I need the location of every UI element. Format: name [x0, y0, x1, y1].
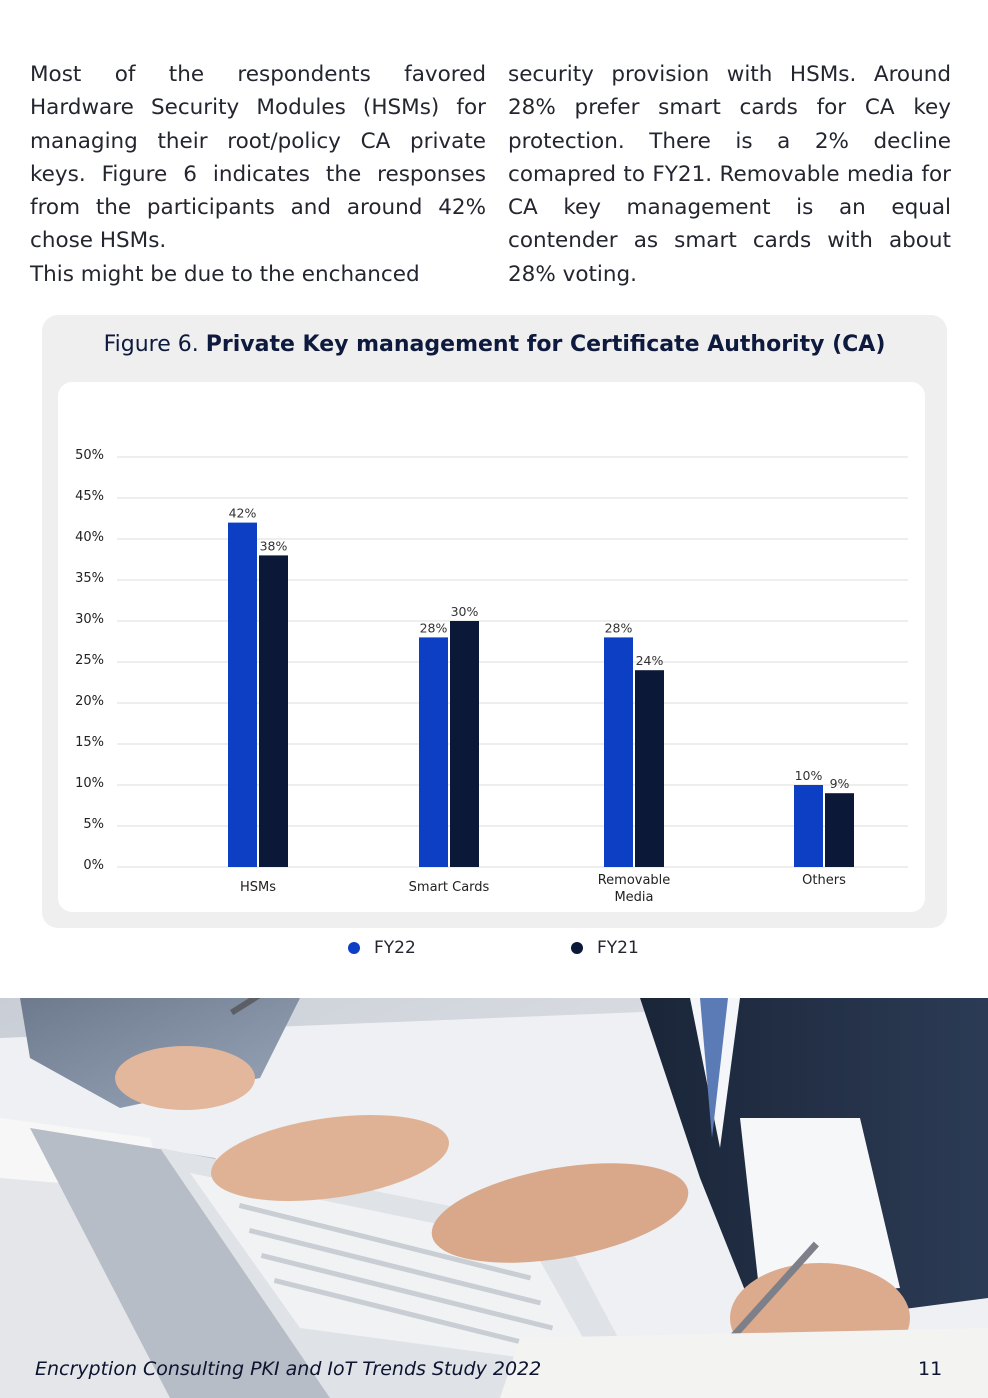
data-label: 9% [829, 776, 850, 792]
bar-fy22-smart-cards [419, 637, 448, 867]
data-label: 38% [259, 538, 288, 554]
chart-panel [58, 382, 925, 912]
footer-title: Encryption Consulting PKI and IoT Trends Study 2022 [35, 1358, 542, 1380]
figure-card [42, 315, 947, 928]
data-label: 24% [635, 653, 664, 669]
bar-fy22-hsms [228, 523, 257, 867]
legend-item-fy22 [348, 938, 416, 958]
y-tick-label: 0% [83, 858, 104, 873]
legend-dot-fy22 [348, 942, 360, 954]
legend-dot-fy21 [571, 942, 583, 954]
y-tick-labels [75, 448, 104, 873]
data-label: 28% [419, 620, 448, 636]
data-label: 28% [604, 620, 633, 636]
category-label: Smart Cards [408, 880, 490, 895]
y-tick-label: 30% [75, 612, 104, 627]
right-paragraph: security provision with HSMs. Around 28% prefer smart cards for CA key protection. There is a 2% decline comapred to FY21. Removable media for CA key management is an equal contender as smart cards with about 28% voting. [508, 62, 951, 287]
category-label: HSMs [239, 880, 277, 895]
bar-fy22-others [794, 785, 823, 867]
page-number: 11 [918, 1358, 943, 1380]
y-tick-label: 15% [75, 735, 104, 750]
y-tick-label: 10% [75, 776, 104, 791]
business-photo [0, 998, 988, 1398]
legend-label-fy21: FY21 [597, 938, 639, 958]
y-tick-label: 20% [75, 694, 104, 709]
y-tick-label: 50% [75, 448, 104, 463]
category-label: Others [802, 873, 846, 888]
bar-fy21-smart-cards [450, 621, 479, 867]
bars [228, 523, 854, 867]
legend-item-fy21 [571, 938, 639, 958]
left-paragraph-1: Most of the respondents favored Hardware Security Modules (HSMs) for managing their root/policy CA private keys. Figure 6 indicates the responses from the participants and around 42% chose HSMs. [30, 62, 486, 254]
y-tick-label: 35% [75, 571, 104, 586]
figure-title-text: Private Key management for Certificate Authority (CA) [205, 332, 886, 357]
bar-fy21-hsms [259, 555, 288, 867]
category-labels [240, 873, 846, 905]
category-label: Media [614, 890, 654, 905]
y-tick-label: 45% [75, 489, 104, 504]
data-label: 30% [450, 604, 479, 619]
chart-legend [0, 938, 988, 968]
figure-number: Figure 6. [103, 332, 199, 357]
left-paragraph-2: This might be due to the enchanced [30, 261, 420, 287]
bar-fy22-removable-media [604, 637, 633, 867]
category-label: Removable [597, 873, 671, 888]
y-tick-label: 40% [75, 530, 104, 545]
data-label: 42% [228, 505, 257, 521]
y-tick-label: 5% [83, 817, 104, 832]
y-tick-label: 25% [75, 653, 104, 668]
legend-label-fy22: FY22 [374, 938, 416, 958]
bar-fy21-others [825, 793, 854, 867]
bar-fy21-removable-media [635, 670, 664, 867]
data-label: 10% [794, 768, 823, 783]
photo-illustration [0, 998, 988, 1398]
data-labels [229, 506, 850, 792]
